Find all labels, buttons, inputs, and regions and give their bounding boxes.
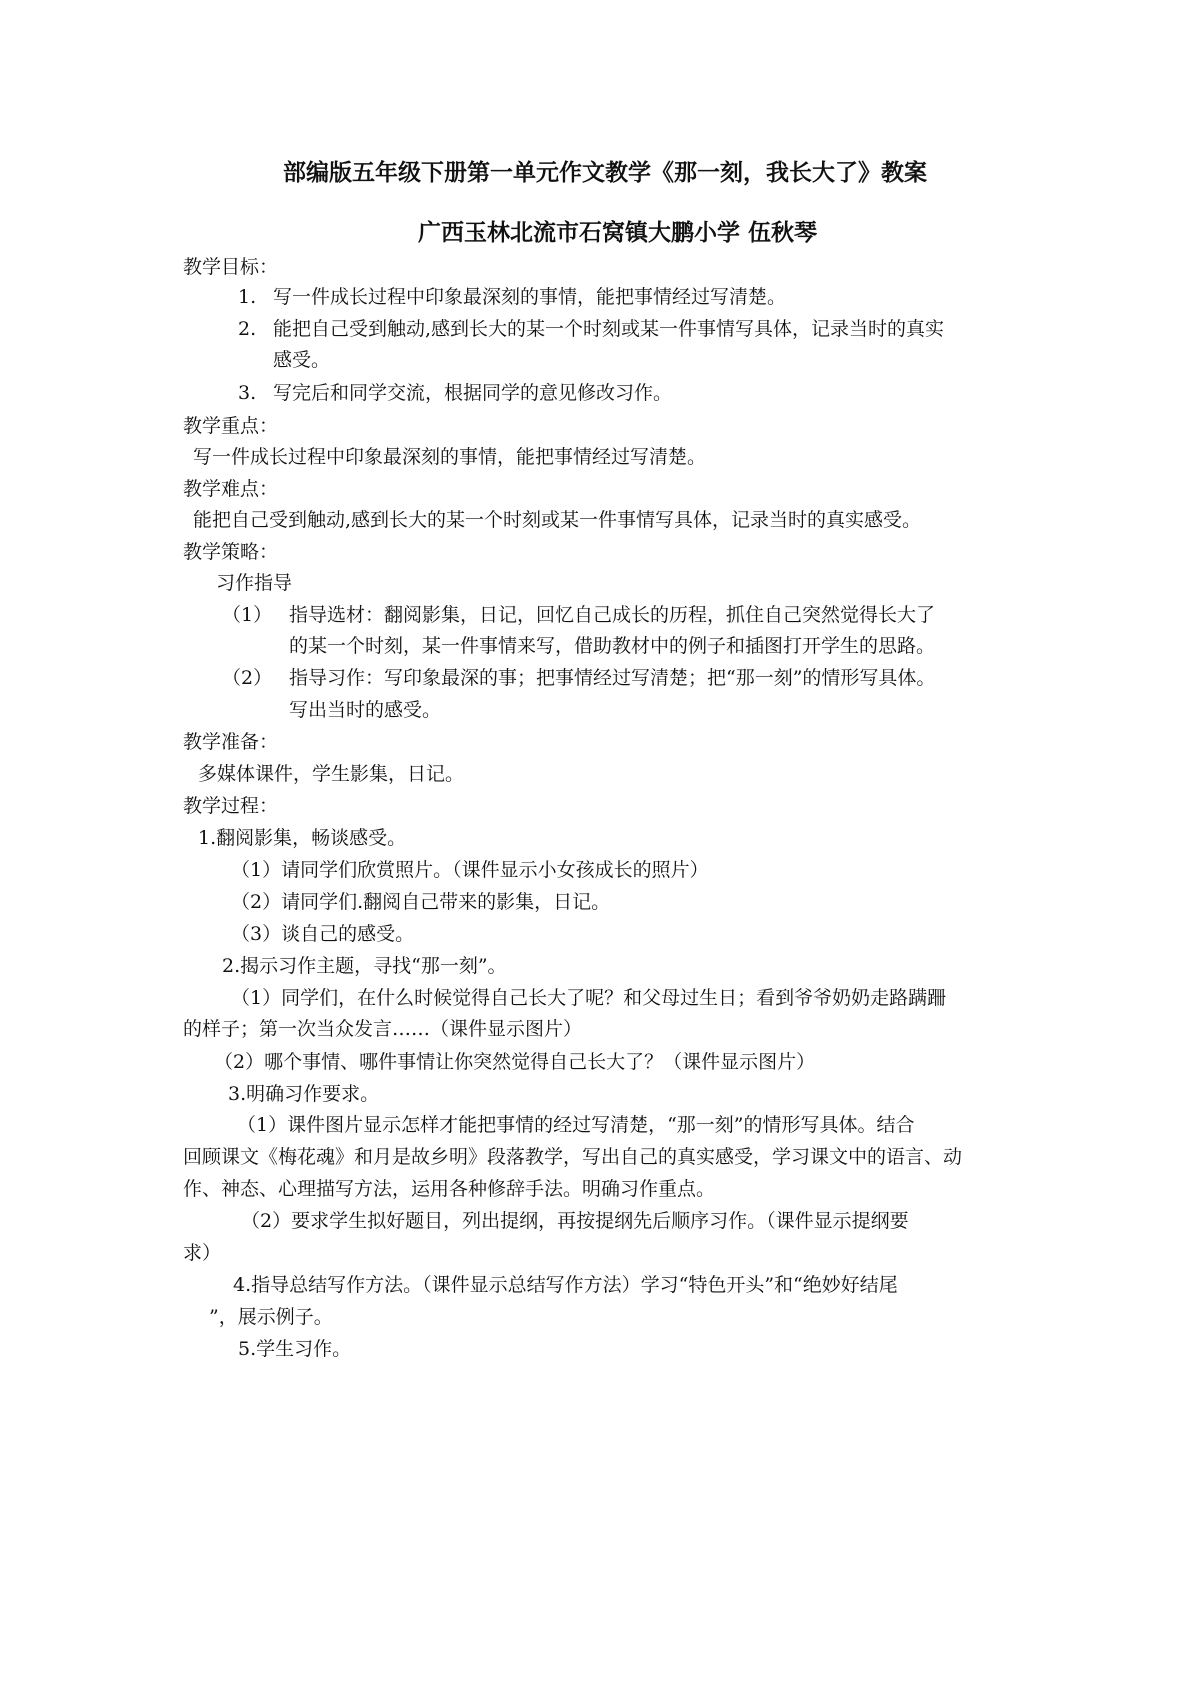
strategy-2-num: （2） bbox=[222, 667, 273, 689]
process-line: （1）请同学们欣赏照片。（课件显示小女孩成长的照片） bbox=[231, 859, 709, 881]
difficulties-heading: 教学难点： bbox=[183, 478, 279, 500]
document-title: 部编版五年级下册第一单元作文教学《那一刻，我长大了》教案 bbox=[283, 159, 927, 186]
strategy-1-text-cont: 的某一个时刻，某一件事情来写，借助教材中的例子和插图打开学生的思路。 bbox=[289, 635, 936, 657]
process-line: 2.揭示习作主题，寻找“那一刻”。 bbox=[222, 955, 507, 977]
process-line: ”，展示例子。 bbox=[209, 1306, 333, 1328]
process-line: （1）同学们，在什么时候觉得自己长大了呢？和父母过生日；看到爷爷奶奶走路蹒跚 bbox=[231, 987, 947, 1009]
process-line: 的样子；第一次当众发言……（课件显示图片） bbox=[183, 1018, 583, 1040]
objective-3-text: 写完后和同学交流，根据同学的意见修改习作。 bbox=[273, 382, 673, 404]
objective-2-text-cont: 感受。 bbox=[273, 349, 331, 371]
process-line: 回顾课文《梅花魂》和月是故乡明》段落教学，写出自己的真实感受，学习课文中的语言、动 bbox=[183, 1146, 963, 1168]
process-line: （2）哪个事情、哪件事情让你突然觉得自己长大了？（课件显示图片） bbox=[214, 1051, 816, 1073]
strategy-sub: 习作指导 bbox=[216, 572, 293, 594]
strategy-1-num: （1） bbox=[222, 604, 273, 626]
key-points-heading: 教学重点： bbox=[183, 415, 279, 437]
process-line: 1.翻阅影集，畅谈感受。 bbox=[198, 827, 407, 849]
strategy-2-text-cont: 写出当时的感受。 bbox=[289, 699, 442, 721]
objective-1-text: 写一件成长过程中印象最深刻的事情，能把事情经过写清楚。 bbox=[273, 286, 787, 308]
objectives-heading: 教学目标： bbox=[183, 256, 279, 278]
process-heading: 教学过程： bbox=[183, 795, 279, 817]
process-line: 求） bbox=[183, 1242, 222, 1264]
process-line: 5.学生习作。 bbox=[238, 1338, 352, 1360]
process-line: （3）谈自己的感受。 bbox=[231, 923, 415, 945]
strategy-2-text: 指导习作：写印象最深的事；把事情经过写清楚；把“那一刻”的情形写具体。 bbox=[289, 667, 936, 689]
process-line: （2）请同学们.翻阅自己带来的影集，日记。 bbox=[231, 891, 611, 913]
objective-3-num: 3. bbox=[238, 382, 257, 404]
strategy-1-text: 指导选材：翻阅影集，日记，回忆自己成长的历程，抓住自己突然觉得长大了 bbox=[289, 604, 936, 626]
objective-2-num: 2. bbox=[238, 318, 257, 340]
process-line: （1）课件图片显示怎样才能把事情的经过写清楚，“那一刻”的情形写具体。结合 bbox=[237, 1114, 915, 1136]
process-line: （2）要求学生拟好题目，列出提纲，再按提纲先后顺序习作。（课件显示提纲要 bbox=[241, 1210, 909, 1232]
strategy-heading: 教学策略： bbox=[183, 541, 279, 563]
process-line: 3.明确习作要求。 bbox=[228, 1083, 380, 1105]
difficulties-text: 能把自己受到触动,感到长大的某一个时刻或某一件事情写具体，记录当时的真实感受。 bbox=[193, 509, 922, 531]
objective-2-text: 能把自己受到触动,感到长大的某一个时刻或某一件事情写具体，记录当时的真实 bbox=[273, 318, 945, 340]
preparation-heading: 教学准备： bbox=[183, 731, 279, 753]
preparation-text: 多媒体课件，学生影集，日记。 bbox=[198, 763, 465, 785]
key-points-text: 写一件成长过程中印象最深刻的事情，能把事情经过写清楚。 bbox=[193, 446, 707, 468]
process-line: 作、神态、心理描写方法，运用各种修辞手法。明确习作重点。 bbox=[183, 1178, 716, 1200]
process-line: 4.指导总结写作方法。（课件显示总结写作方法）学习“特色开头”和“绝妙好结尾 bbox=[233, 1274, 898, 1296]
document-author: 广西玉林北流市石窝镇大鹏小学 伍秋琴 bbox=[418, 219, 818, 246]
objective-1-num: 1. bbox=[238, 286, 257, 308]
